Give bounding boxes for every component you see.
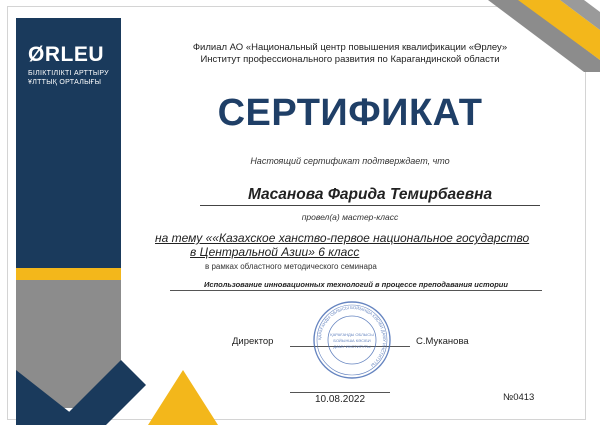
conducted-text: провел(а) мастер-класс [301, 212, 399, 222]
director-label: Директор [232, 336, 274, 347]
svg-text:БОЙЫНША КӘСІБИ: БОЙЫНША КӘСІБИ [333, 338, 371, 343]
svg-text:ҚАРАҒАНДЫ ОБЛЫСЫ: ҚАРАҒАНДЫ ОБЛЫСЫ [330, 332, 374, 337]
corner-decoration-bottom-left [16, 330, 146, 425]
certificate-title: СЕРТИФИКАТ [217, 92, 483, 134]
official-stamp [312, 300, 392, 380]
issuer-line1: Филиал АО «Национальный центр повышения квалификации «Өрлеу» [192, 42, 508, 53]
issuer-line2: Институт профессионального развития по Карагандинской области [200, 54, 500, 65]
corner-decoration-bottom-mid [148, 365, 278, 425]
seminar-text: в рамках областного методического семинара [205, 262, 377, 271]
topic-line2: в Центральной Азии» 6 класс [190, 245, 360, 259]
svg-text:ДАМУ ИНСТИТУТЫ: ДАМУ ИНСТИТУТЫ [333, 344, 371, 349]
logo-subtitle-line1: БІЛІКТІЛІКТІ АРТТЫРУ [28, 70, 109, 77]
yellow-triangle [148, 370, 218, 425]
method-text: Использование инновационных технологий в процессе преподавания истории [170, 280, 542, 291]
logo-subtitle-line2: ҰЛТТЫҚ ОРТАЛЫҒЫ [28, 79, 102, 86]
yellow-stripe [16, 268, 121, 280]
orleu-logo [28, 44, 118, 87]
logo-wordmark: ØRLEU [28, 43, 104, 66]
topic-block [155, 231, 540, 259]
stamp-outer-text: ҚАРАҒАНДЫ ОБЛЫСЫ БОЙЫНША КӘСІБИ ДАМУ ИНСТИТУТЫ [316, 304, 388, 369]
certificate-number: №0413 [503, 392, 535, 403]
confirm-text: Настоящий сертификат подтверждает, что [250, 156, 450, 166]
navy-chevron [56, 360, 146, 425]
topic-line1: на тему ««Казахское ханство-первое национальное государство [155, 231, 530, 245]
director-name: С.Муканова [416, 336, 469, 347]
issue-date: 10.08.2022 [290, 392, 390, 405]
recipient-name: Масанова Фарида Темирбаевна [200, 186, 540, 206]
issuer-header [150, 42, 550, 66]
stamp-center [330, 332, 374, 349]
